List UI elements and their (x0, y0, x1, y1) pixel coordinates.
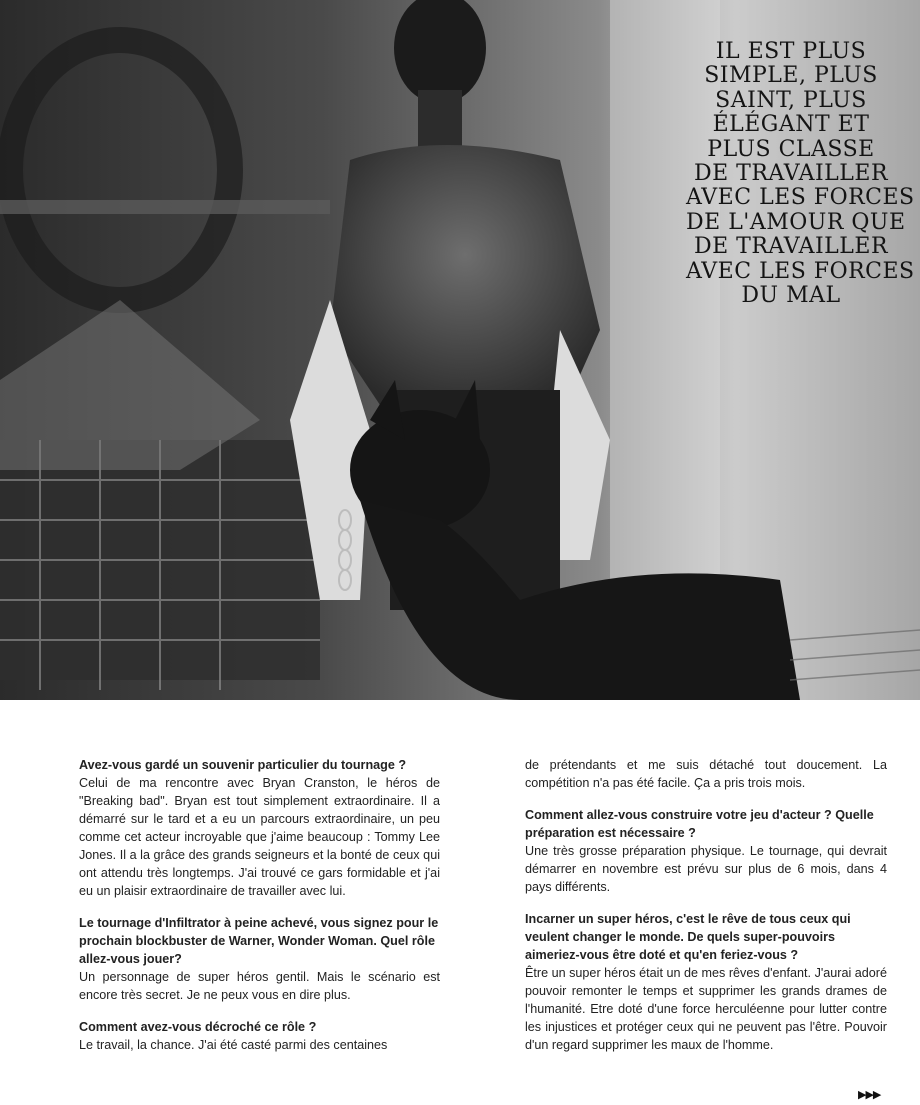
interview-answer: Être un super héros était un de mes rêves d'enfant. J'aurai adoré pouvoir remonter le temps et supprimer les grands drames de l'humanité. Etre doté d'une force herculéenne pour lutter contre les injustices et protéger ceux qui ne peuvent pas l'être. Pouvoir d'un regard supprimer les maux de l'homme. (525, 966, 887, 1052)
interview-question: Le tournage d'Infiltrator à peine achevé, vous signez pour le prochain blockbuster de Warner, Wonder Woman. Quel rôle allez-vous jouer? (79, 916, 439, 966)
interview-question: Comment avez-vous décroché ce rôle ? (79, 1020, 317, 1034)
interview-answer: Le travail, la chance. J'ai été casté parmi des centaines (79, 1038, 388, 1052)
triple-arrow-right-icon: ▶▶▶ (858, 1089, 881, 1101)
interview-answer: Une très grosse préparation physique. Le tournage, qui devrait démarrer en novembre est prévu sur plus de 6 mois, dans 4 pays différents. (525, 844, 887, 894)
pull-quote-line: AVEC LES FORCES (686, 185, 915, 211)
pull-quote-line: DE TRAVAILLER (693, 234, 889, 260)
pull-quote (686, 39, 915, 309)
interview-column-left (79, 756, 440, 1068)
pull-quote-line: ÉLÉGANT ET (712, 112, 870, 138)
pull-quote-line: SIMPLE, PLUS (704, 63, 878, 89)
interview-question: Avez-vous gardé un souvenir particulier du tournage ? (79, 758, 407, 772)
pull-quote-line: SAINT, PLUS (715, 87, 867, 113)
pull-quote-line: DE L'AMOUR QUE (686, 209, 906, 235)
interview-answer: Celui de ma rencontre avec Bryan Cranston, le héros de "Breaking bad". Bryan est tout simplement extraordinaire. Il a démarré sur le tard et a eu un parcours extraordinaire, un peu comme cet acteur incroyable que j'aime beaucoup : Tommy Lee Jones. Il a la grâce des grands seigneurs et la bonté de ceux qui ont attendu très longtemps. J'ai trouvé ce gars formidable et j'ai eu un plaisir extraordinaire de travailler avec lui. (79, 776, 440, 898)
interview-question: Incarner un super héros, c'est le rêve de tous ceux qui veulent changer le monde. De quels super-pouvoirs aimeriez-vous être doté et qu'en feriez-vous ? (525, 912, 851, 962)
pull-quote-line: DU MAL (741, 283, 841, 309)
interview-answer: de prétendants et me suis détaché tout doucement. La compétition n'a pas été facile. Ça a pris trois mois. (525, 758, 887, 790)
pull-quote-line: AVEC LES FORCES (686, 258, 915, 284)
pull-quote-line: DE TRAVAILLER (693, 161, 889, 187)
pull-quote-line: IL EST PLUS (715, 39, 867, 64)
interview-answer: Un personnage de super héros gentil. Mais le scénario est encore très secret. Je ne peux vous en dire plus. (79, 970, 440, 1002)
interview-column-right (525, 756, 887, 1068)
pull-quote-line: PLUS CLASSE (707, 136, 875, 162)
interview-question: Comment allez-vous construire votre jeu d'acteur ? Quelle préparation est nécessaire ? (525, 808, 874, 840)
